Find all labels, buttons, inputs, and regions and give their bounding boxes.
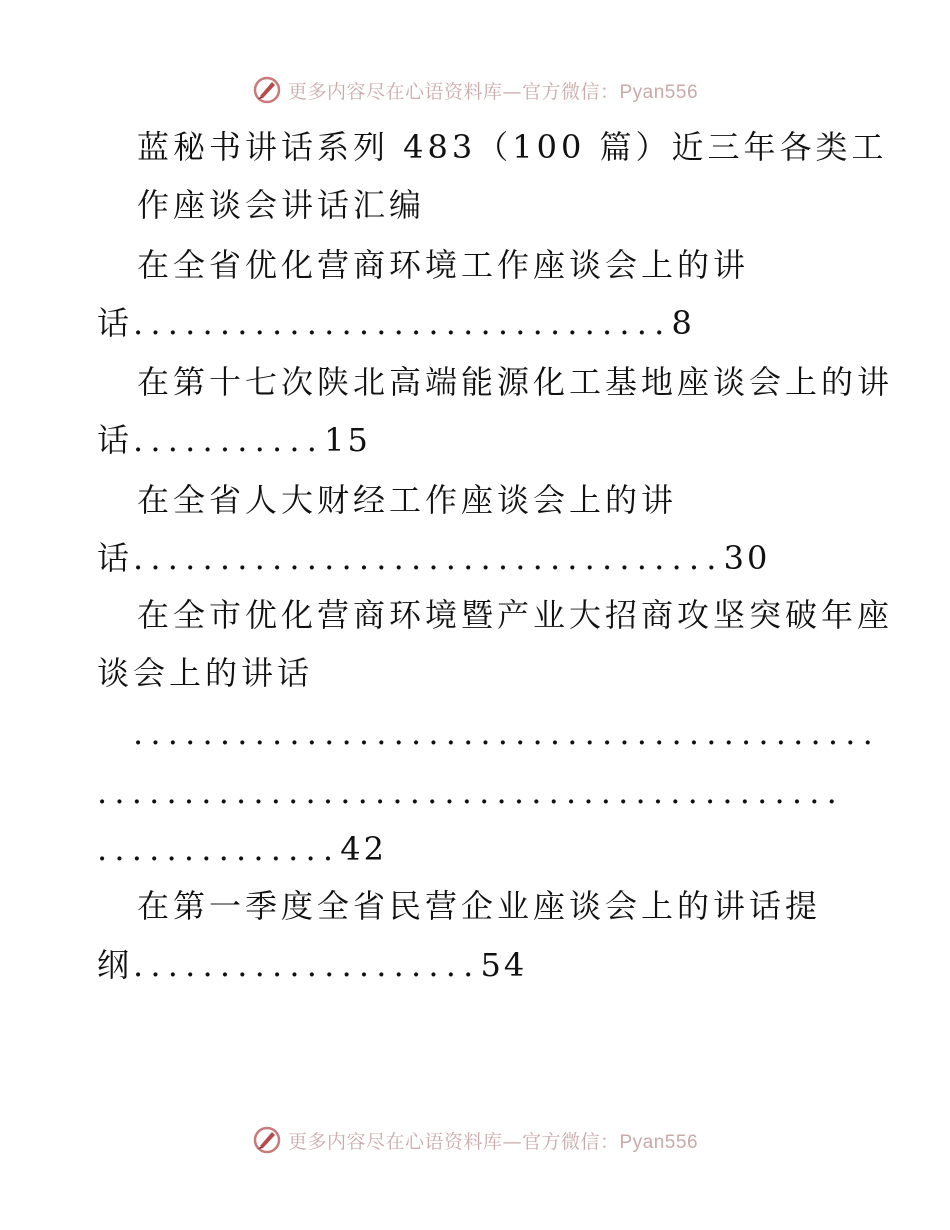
toc-entry-1-page: 8 — [671, 304, 695, 342]
toc-entry-2-leader[interactable] — [97, 420, 371, 460]
toc-entry-3-dots: .................................. — [133, 539, 724, 577]
header-watermark-handle: Pyan556 — [619, 81, 699, 103]
toc-entry-4-dots-1: ........................................... — [133, 714, 880, 752]
toc-entry-4-page: 42 — [340, 830, 387, 868]
toc-entry-5-title-end: 纲 — [97, 946, 134, 984]
toc-entry-5-leader[interactable] — [97, 945, 527, 985]
toc-entry-2-dots: ........... — [133, 421, 325, 459]
footer-watermark — [0, 1120, 950, 1160]
toc-entry-1-dots: ............................... — [133, 304, 672, 342]
toc-entry-4-leader[interactable] — [97, 829, 387, 869]
toc-entry-2-title[interactable]: 在第十七次陕北高端能源化工基地座谈会上的讲 — [137, 363, 894, 401]
toc-entry-3-leader[interactable] — [97, 538, 770, 578]
document-title-line-1: 蓝秘书讲话系列 483（100 篇）近三年各类工 — [137, 128, 888, 166]
toc-entry-2-title-end: 话 — [97, 421, 134, 459]
toc-entry-1-leader[interactable] — [97, 303, 695, 343]
toc-entry-1-title-end: 话 — [97, 304, 134, 342]
toc-entry-5-title[interactable]: 在第一季度全省民营企业座谈会上的讲话提 — [137, 887, 822, 925]
header-watermark — [0, 70, 950, 110]
toc-entry-4-dots-2: ........................................... — [97, 773, 844, 811]
toc-entry-5-page: 54 — [480, 946, 528, 984]
toc-entry-4-title-continued[interactable]: 谈会上的讲话 — [97, 654, 314, 692]
toc-entry-4-dots-line-2 — [97, 772, 844, 812]
brush-logo-icon — [252, 75, 282, 105]
toc-entry-2-page: 15 — [324, 421, 371, 459]
toc-entry-3-title[interactable]: 在全省人大财经工作座谈会上的讲 — [137, 481, 678, 519]
toc-entry-3-title-end: 话 — [97, 539, 134, 577]
toc-entry-4-title[interactable]: 在全市优化营商环境暨产业大招商攻坚突破年座 — [137, 596, 894, 634]
toc-entry-1-title[interactable]: 在全省优化营商环境工作座谈会上的讲 — [137, 246, 750, 284]
footer-watermark-text: 更多内容尽在心语资料库—官方微信： — [287, 1130, 620, 1153]
toc-entry-4-dots-3: .............. — [97, 830, 341, 868]
toc-entry-4-dots-line-1 — [133, 713, 880, 753]
brush-logo-icon — [252, 1125, 282, 1155]
footer-watermark-handle: Pyan556 — [619, 1131, 699, 1153]
document-title-line-2: 作座谈会讲话汇编 — [137, 186, 426, 224]
header-watermark-text: 更多内容尽在心语资料库—官方微信： — [287, 80, 620, 103]
toc-entry-5-dots: .................... — [133, 946, 481, 984]
toc-entry-3-page: 30 — [723, 539, 771, 577]
